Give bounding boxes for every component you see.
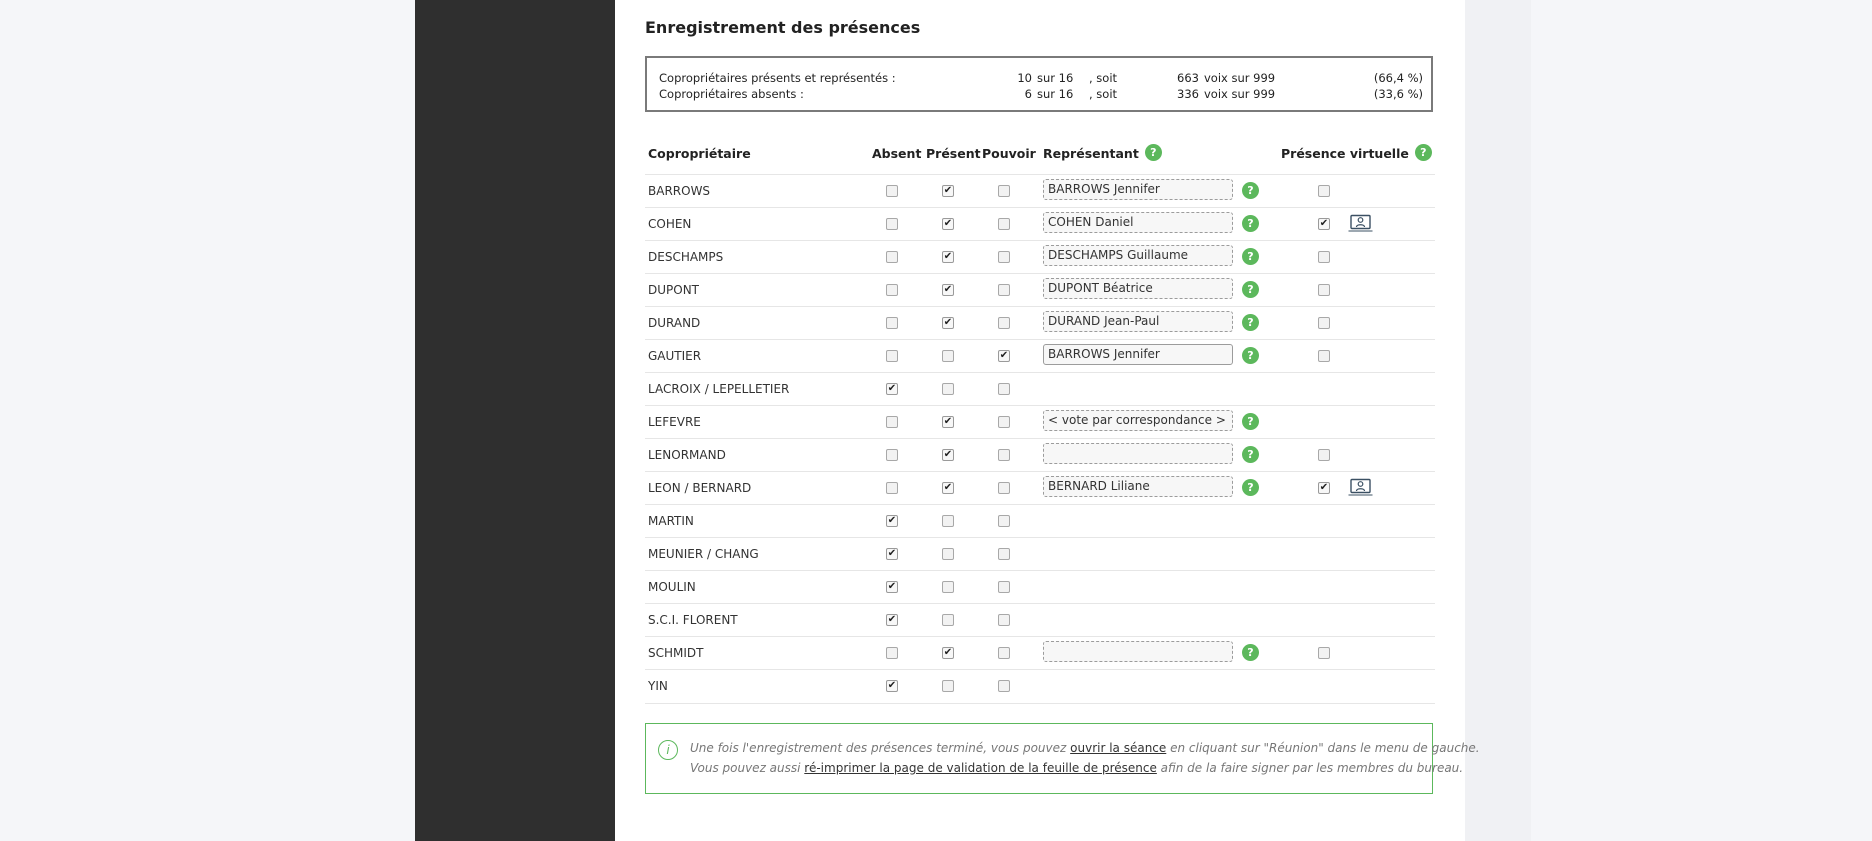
owner-name: COHEN [648,217,692,231]
pouvoir-checkbox[interactable] [998,383,1010,395]
pouvoir-checkbox[interactable] [998,515,1010,527]
help-icon[interactable]: ? [1242,248,1259,265]
owner-name: S.C.I. FLORENT [648,613,738,627]
representative-input[interactable]: < vote par correspondance > [1043,410,1233,431]
pouvoir-checkbox[interactable] [998,581,1010,593]
page-title: Enregistrement des présences [645,18,921,37]
laptop-user-icon[interactable] [1348,214,1373,233]
owner-name: LENORMAND [648,448,726,462]
header-representant-label: Représentant [1043,146,1139,161]
pouvoir-checkbox[interactable] [998,647,1010,659]
present-checkbox[interactable] [942,680,954,692]
present-checkbox[interactable] [942,383,954,395]
absent-checkbox[interactable] [886,251,898,263]
absent-checkbox[interactable] [886,284,898,296]
summary-absent-soit: , soit [1089,87,1118,101]
virtual-presence-checkbox[interactable] [1318,449,1330,461]
header-representant [1043,146,1162,163]
representative-input[interactable]: BARROWS Jennifer [1043,344,1233,365]
virtual-presence-checkbox[interactable]: ✔ [1319,218,1329,229]
representative-input[interactable] [1043,641,1233,662]
present-checkbox[interactable] [942,548,954,560]
owner-name: LEFEVRE [648,415,701,429]
right-background [1465,0,1531,841]
info-line1-text: Une fois l'enregistrement des présences terminé, vous pouvez [690,741,1071,755]
table-row [645,240,1435,274]
virtual-presence-checkbox[interactable] [1318,350,1330,362]
summary-present-voix: 663 [1177,71,1199,85]
absent-checkbox[interactable] [886,350,898,362]
summary-present-row [647,71,1431,87]
help-icon[interactable]: ? [1242,446,1259,463]
owner-name: YIN [648,679,668,693]
pouvoir-checkbox[interactable] [998,680,1010,692]
table-row [645,438,1435,472]
pouvoir-checkbox[interactable] [998,614,1010,626]
help-icon[interactable]: ? [1242,281,1259,298]
present-checkbox[interactable]: ✔ [943,482,953,493]
summary-absent-voix: 336 [1177,87,1199,101]
header-present: Présent [926,146,981,161]
pouvoir-checkbox[interactable] [998,251,1010,263]
table-row [645,570,1435,604]
table-row [645,636,1435,670]
table-row [645,471,1435,505]
pouvoir-checkbox[interactable] [998,218,1010,230]
header-pouvoir: Pouvoir [982,146,1036,161]
summary-present-voix-sur: voix sur 999 [1204,71,1276,85]
owner-name: MARTIN [648,514,694,528]
virtual-presence-checkbox[interactable] [1318,284,1330,296]
present-checkbox[interactable]: ✔ [943,317,953,328]
representative-input[interactable]: DESCHAMPS Guillaume [1043,245,1233,266]
header-virtual-label: Présence virtuelle [1281,146,1409,161]
summary-absent-label: Copropriétaires absents : [659,87,804,101]
owner-name: DUPONT [648,283,700,297]
table-row [645,405,1435,439]
absent-checkbox[interactable] [886,317,898,329]
table-row [645,207,1435,241]
present-checkbox[interactable]: ✔ [943,449,953,460]
absent-checkbox[interactable] [886,482,898,494]
summary-absent-row [647,87,1431,103]
header-owner: Copropriétaire [648,146,751,161]
present-checkbox[interactable] [942,515,954,527]
table-row [645,372,1435,406]
pouvoir-checkbox[interactable] [998,185,1010,197]
present-checkbox[interactable]: ✔ [943,284,953,295]
help-icon[interactable]: ? [1415,144,1432,161]
summary-present-count: 10 [1017,71,1032,85]
help-icon[interactable]: ? [1242,347,1259,364]
help-icon[interactable]: ? [1242,215,1259,232]
owner-name: MEUNIER / CHANG [648,547,759,561]
table-row [645,603,1435,637]
pouvoir-checkbox[interactable] [998,416,1010,428]
owner-name: GAUTIER [648,349,702,363]
owner-name: BARROWS [648,184,711,198]
table-row [645,273,1435,307]
help-icon[interactable]: ? [1242,182,1259,199]
representative-input[interactable]: BARROWS Jennifer [1043,179,1233,200]
open-session-link[interactable]: ouvrir la séance [1070,741,1167,755]
pouvoir-checkbox[interactable] [998,449,1010,461]
info-line-2 [690,761,1463,775]
attendance-summary [645,56,1433,112]
header-virtual [1281,146,1432,163]
absent-checkbox[interactable]: ✔ [887,614,897,625]
help-icon[interactable]: ? [1242,314,1259,331]
pouvoir-checkbox[interactable] [998,284,1010,296]
table-row [645,174,1435,208]
info-line-1 [690,741,1480,755]
representative-input[interactable] [1043,443,1233,464]
summary-present-pct: (66,4 %) [1373,71,1423,85]
info-line1-text-end: en cliquant sur "Réunion" dans le menu de gauche. [1166,741,1480,755]
owner-name: SCHMIDT [648,646,704,660]
sidebar [415,0,615,841]
info-line2-text-end: afin de la faire signer par les membres du bureau. [1156,761,1464,775]
info-icon: i [658,740,678,760]
absent-checkbox[interactable] [886,416,898,428]
absent-checkbox[interactable]: ✔ [887,581,897,592]
owner-name: DESCHAMPS [648,250,724,264]
virtual-presence-checkbox[interactable] [1318,185,1330,197]
present-checkbox[interactable] [942,581,954,593]
absent-checkbox[interactable]: ✔ [887,383,897,394]
absent-checkbox[interactable] [886,185,898,197]
owner-name: LEON / BERNARD [648,481,752,495]
help-icon[interactable]: ? [1145,144,1162,161]
info-box [645,723,1480,794]
table-row [645,504,1435,538]
table-row [645,339,1435,373]
laptop-user-icon[interactable] [1348,478,1373,497]
virtual-presence-checkbox[interactable]: ✔ [1319,482,1329,493]
present-checkbox[interactable]: ✔ [943,218,953,229]
absent-checkbox[interactable]: ✔ [887,548,897,559]
help-icon[interactable]: ? [1242,413,1259,430]
owner-name: DURAND [648,316,701,330]
owner-name: MOULIN [648,580,696,594]
summary-absent-pct: (33,6 %) [1373,87,1423,101]
left-background [0,0,415,841]
absent-checkbox[interactable]: ✔ [887,515,897,526]
representative-input[interactable]: DURAND Jean-Paul [1043,311,1233,332]
table-row [645,669,1435,704]
help-icon[interactable]: ? [1242,479,1259,496]
absent-checkbox[interactable] [886,647,898,659]
summary-absent-sur: sur 16 [1037,87,1074,101]
pouvoir-checkbox[interactable] [998,317,1010,329]
representative-input[interactable]: BERNARD Liliane [1043,476,1233,497]
present-checkbox[interactable]: ✔ [943,251,953,262]
present-checkbox[interactable] [942,614,954,626]
help-icon[interactable]: ? [1242,644,1259,661]
virtual-presence-checkbox[interactable] [1318,317,1330,329]
summary-absent-count: 6 [1024,87,1032,101]
present-checkbox[interactable] [942,350,954,362]
summary-present-sur: sur 16 [1037,71,1074,85]
owner-name: LACROIX / LEPELLETIER [648,382,790,396]
summary-absent-voix-sur: voix sur 999 [1204,87,1276,101]
pouvoir-checkbox[interactable] [998,548,1010,560]
present-checkbox[interactable]: ✔ [943,647,953,658]
representative-input[interactable]: COHEN Daniel [1043,212,1233,233]
present-checkbox[interactable]: ✔ [943,185,953,196]
absent-checkbox[interactable]: ✔ [887,680,897,691]
summary-present-label: Copropriétaires présents et représentés : [659,71,896,85]
pouvoir-checkbox[interactable] [998,482,1010,494]
virtual-presence-checkbox[interactable] [1318,647,1330,659]
absent-checkbox[interactable] [886,449,898,461]
table-row [645,537,1435,571]
pouvoir-checkbox[interactable]: ✔ [999,350,1009,361]
table-row [645,306,1435,340]
reprint-validation-link[interactable]: ré-imprimer la page de validation de la feuille de présence [804,761,1157,775]
info-line2-text: Vous pouvez aussi [690,761,805,775]
representative-input[interactable]: DUPONT Béatrice [1043,278,1233,299]
header-absent: Absent [872,146,922,161]
summary-present-soit: , soit [1089,71,1118,85]
virtual-presence-checkbox[interactable] [1318,251,1330,263]
absent-checkbox[interactable] [886,218,898,230]
present-checkbox[interactable]: ✔ [943,416,953,427]
